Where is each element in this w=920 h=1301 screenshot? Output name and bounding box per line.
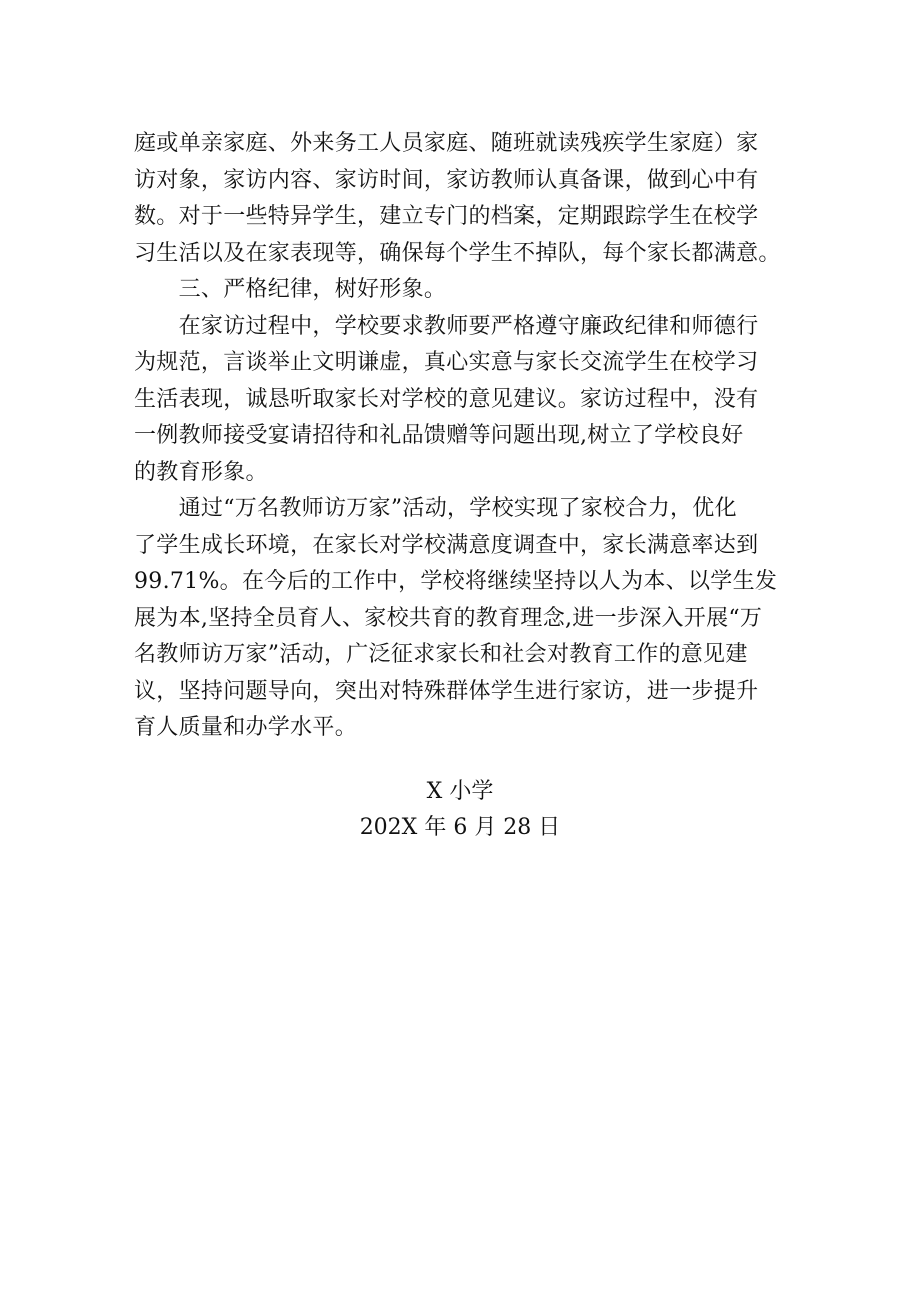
text-line-6: 在家访过程中，学校要求教师要严格遵守廉政纪律和师德行: [134, 313, 759, 339]
text-line-11: 通过“万名教师访万家”活动，学校实现了家校合力，优化: [134, 496, 737, 521]
text-line-17: 育人质量和办学水平。: [134, 715, 358, 740]
text-line-2: 访对象，家访内容、家访时间，家访教师认真备课，做到心中有: [134, 167, 759, 193]
text-line-9: 一例教师接受宴请招待和礼品馈赠等问题出现,树立了学校良好: [134, 423, 744, 448]
text-line-7: 为规范，言谈举止文明谦虚，真心实意与家长交流学生在校学习: [134, 350, 759, 375]
text-line-12: 了学生成长环境，在家长对学校满意度调查中，家长满意率达到: [134, 532, 759, 558]
signature-date: 202X 年 6 月 28 日: [359, 815, 561, 840]
signature-organization: X 小学: [426, 779, 494, 804]
text-line-10: 的教育形象。: [134, 459, 268, 485]
text-line-15: 名教师访万家”活动，广泛征求家长和社会对教育工作的意见建: [134, 642, 748, 667]
text-line-13: 99.71%。在今后的工作中，学校将继续坚持以人为本、以学生发: [134, 569, 778, 594]
text-line-3: 数。对于一些特异学生，建立专门的档案，定期跟踪学生在校学: [134, 204, 759, 229]
text-line-8: 生活表现，诚恳听取家长对学校的意见建议。家访过程中，没有: [134, 386, 759, 412]
document-body: [134, 126, 800, 747]
text-line-14: 展为本,坚持全员育人、家校共育的教育理念,进一步深入开展“万: [134, 605, 763, 631]
signature-block: [300, 774, 620, 846]
section-heading: 三、严格纪律，树好形象。: [134, 277, 447, 302]
text-line-4: 习生活以及在家表现等，确保每个学生不掉队，每个家长都满意。: [134, 240, 781, 266]
text-line-16: 议，坚持问题导向，突出对特殊群体学生进行家访，进一步提升: [134, 678, 759, 704]
text-line-1: 庭或单亲家庭、外来务工人员家庭、随班就读残疾学生家庭）家: [134, 131, 759, 156]
